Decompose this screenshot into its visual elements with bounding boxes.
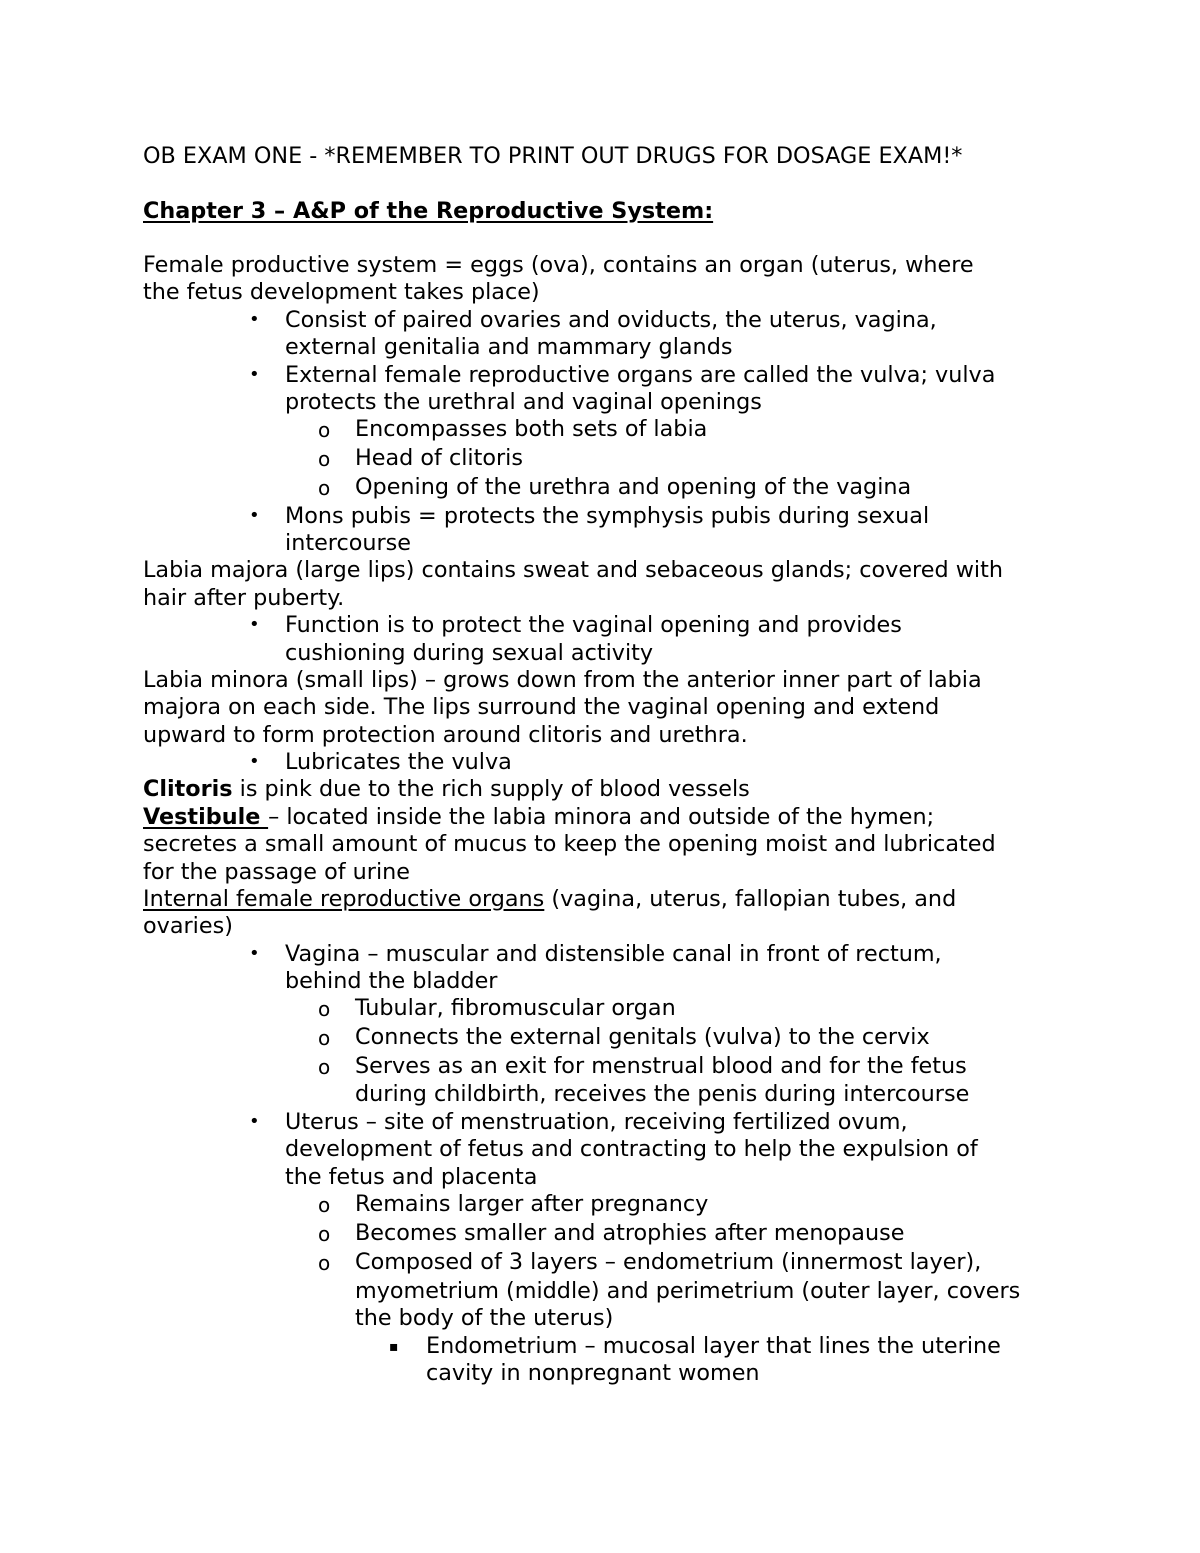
sub-bullet-item: Tubular, fibromuscular organ — [355, 995, 676, 1021]
bullet-marker: • — [249, 505, 260, 526]
bullet-item-line: External female reproductive organs are called the vulva; vulva — [285, 362, 996, 388]
bullet-item-line: Uterus – site of menstruation, receiving fertilized ovum, — [285, 1109, 908, 1135]
bullet-item-line: Function is to protect the vaginal opening and provides — [285, 612, 902, 638]
paragraph-line: ovaries) — [143, 913, 233, 939]
sub-bullet-marker: o — [318, 1222, 331, 1246]
sub-bullet-marker: o — [318, 1055, 331, 1079]
sub-bullet-item: Serves as an exit for menstrual blood and for the fetus — [355, 1053, 967, 1079]
term-internal-organs: Internal female reproductive organs — [143, 886, 545, 912]
sub-bullet-marker: o — [318, 418, 331, 442]
sub-bullet-marker: o — [318, 1251, 331, 1275]
sub-sub-bullet-item: Endometrium – mucosal layer that lines the uterine — [426, 1333, 1001, 1359]
chapter-heading: Chapter 3 – A&P of the Reproductive System: — [143, 198, 714, 224]
paragraph-line: Female productive system = eggs (ova), contains an organ (uterus, where — [143, 252, 974, 278]
bullet-item-line: behind the bladder — [285, 968, 498, 994]
bullet-marker: • — [249, 943, 260, 964]
sub-bullet-item: the body of the uterus) — [355, 1305, 614, 1331]
vestibule-description: – located inside the labia minora and outside of the hymen; — [268, 804, 935, 830]
sub-bullet-item: myometrium (middle) and perimetrium (outer layer, covers — [355, 1278, 1021, 1304]
bullet-marker: • — [249, 614, 260, 635]
sub-bullet-item: Opening of the urethra and opening of the vagina — [355, 474, 912, 500]
sub-bullet-item: Encompasses both sets of labia — [355, 416, 708, 442]
sub-bullet-item: Remains larger after pregnancy — [355, 1191, 709, 1217]
bullet-marker: • — [249, 309, 260, 330]
term-vestibule: Vestibule — [143, 804, 269, 830]
bullet-item-line: cushioning during sexual activity — [285, 640, 654, 666]
vestibule-line — [143, 803, 934, 831]
bullet-item-line: Lubricates the vulva — [285, 749, 512, 775]
internal-organs-line — [143, 885, 956, 913]
term-clitoris: Clitoris — [143, 776, 233, 802]
paragraph-line: secretes a small amount of mucus to keep the opening moist and lubricated — [143, 831, 996, 857]
paragraph-line: Labia majora (large lips) contains sweat and sebaceous glands; covered with — [143, 557, 1003, 583]
paragraph-line: Labia minora (small lips) – grows down from the anterior inner part of labia — [143, 667, 982, 693]
paragraph-line: upward to form protection around clitoris and urethra. — [143, 722, 748, 748]
bullet-item-line: Consist of paired ovaries and oviducts, the uterus, vagina, — [285, 307, 937, 333]
sub-bullet-item: Becomes smaller and atrophies after menopause — [355, 1220, 905, 1246]
sub-bullet-marker: o — [318, 997, 331, 1021]
sub-bullet-marker: o — [318, 476, 331, 500]
bullet-item-line: development of fetus and contracting to help the expulsion of — [285, 1136, 978, 1162]
bullet-item-line: intercourse — [285, 530, 411, 556]
paragraph-line: the fetus development takes place) — [143, 279, 540, 305]
paragraph-line: majora on each side. The lips surround the vaginal opening and extend — [143, 694, 940, 720]
sub-bullet-item: Head of clitoris — [355, 445, 523, 471]
clitoris-description: is pink due to the rich supply of blood vessels — [232, 776, 750, 802]
bullet-marker: • — [249, 751, 260, 772]
sub-bullet-item: during childbirth, receives the penis during intercourse — [355, 1081, 970, 1107]
sub-bullet-marker: o — [318, 1026, 331, 1050]
sub-bullet-item: Composed of 3 layers – endometrium (innermost layer), — [355, 1249, 982, 1275]
internal-organs-list: (vagina, uterus, fallopian tubes, and — [544, 886, 957, 912]
document-header: OB EXAM ONE - *REMEMBER TO PRINT OUT DRUGS FOR DOSAGE EXAM!* — [143, 143, 963, 169]
sub-bullet-marker: o — [318, 1193, 331, 1217]
sub-sub-bullet-item: cavity in nonpregnant women — [426, 1360, 760, 1386]
bullet-item-line: Vagina – muscular and distensible canal in front of rectum, — [285, 941, 942, 967]
bullet-marker: • — [249, 1111, 260, 1132]
bullet-item-line: external genitalia and mammary glands — [285, 334, 733, 360]
paragraph-line: hair after puberty. — [143, 585, 345, 611]
sub-bullet-item: Connects the external genitals (vulva) to the cervix — [355, 1024, 930, 1050]
paragraph-line: for the passage of urine — [143, 859, 411, 885]
sub-bullet-marker: o — [318, 447, 331, 471]
bullet-item-line: the fetus and placenta — [285, 1164, 538, 1190]
bullet-item-line: Mons pubis = protects the symphysis pubis during sexual — [285, 503, 930, 529]
bullet-item-line: protects the urethral and vaginal openings — [285, 389, 762, 415]
clitoris-line — [143, 775, 750, 803]
bullet-marker: • — [249, 364, 260, 385]
square-bullet-marker: ▪ — [389, 1339, 399, 1355]
